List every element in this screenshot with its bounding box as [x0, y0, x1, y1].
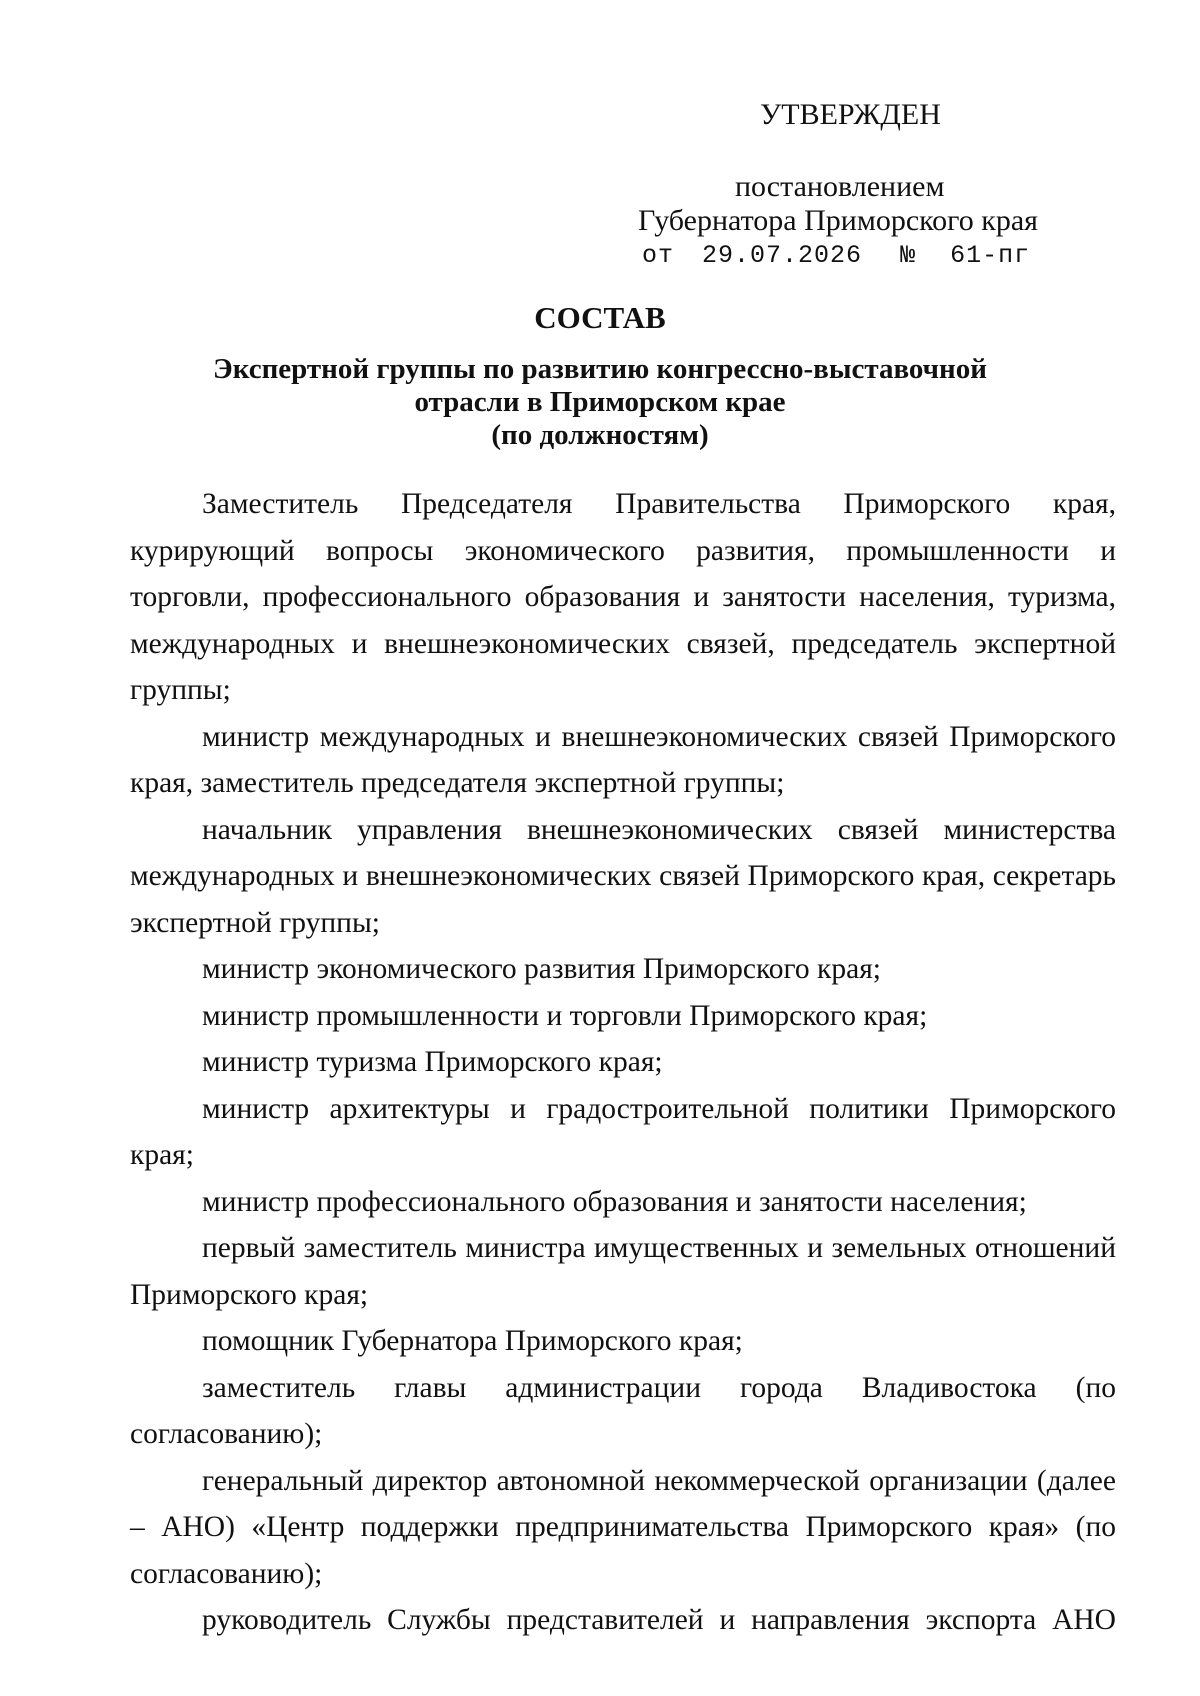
members-list	[130, 481, 1116, 1644]
date-prefix: от	[642, 241, 675, 270]
member-item: заместитель главы администрации города Владивостока (по согласованию);	[130, 1371, 1116, 1450]
subtitle-line-2: отрасли в Приморском крае	[414, 386, 786, 418]
member-item: министр экономического развития Приморского края;	[202, 953, 881, 985]
member-item: министр промышленности и торговли Приморского края;	[202, 999, 928, 1032]
member-item: Заместитель Председателя Правительства Приморского края, курирующий вопросы экономического развития, промышленности и торговли, профессионального образования и занятости населения, туризма, международных и внешнеэкономических связей, председатель экспертной группы;	[130, 488, 1116, 706]
member-item: министр туризма Приморского края;	[202, 1046, 663, 1078]
approval-issuer: Губернатора Приморского края	[638, 204, 1038, 237]
number-sign: №	[900, 241, 917, 270]
subtitle-line-1: Экспертной группы по развитию конгрессно-выставочной	[213, 353, 987, 385]
member-item: помощник Губернатора Приморского края;	[202, 1325, 743, 1357]
member-item: министр архитектуры и градостроительной политики Приморского края;	[130, 1092, 1116, 1171]
document-title: СОСТАВ	[534, 300, 666, 335]
subtitle-line-3: (по должностям)	[491, 419, 709, 451]
member-item: генеральный директор автономной некоммерческой организации (далее – АНО) «Центр поддержки предпринимательства Приморского края» (по согласованию);	[130, 1464, 1116, 1590]
member-item: министр международных и внешнеэкономических связей Приморского края, заместитель председателя экспертной группы;	[130, 720, 1116, 799]
member-item: первый заместитель министра имущественных и земельных отношений Приморского края;	[130, 1232, 1116, 1311]
approval-resolution: постановлением	[735, 170, 945, 203]
member-item: министр профессионального образования и занятости населения;	[202, 1185, 1027, 1218]
member-item: начальник управления внешнеэкономических связей министерства международных и внешнеэкономических связей Приморского края, секретарь экспертной группы;	[130, 813, 1116, 939]
approval-heading: УТВЕРЖДЕН	[760, 98, 941, 131]
approval-date: 29.07.2026	[702, 241, 863, 270]
approval-date-number	[642, 241, 1030, 270]
approval-number: 61-пг	[950, 241, 1031, 270]
member-item: руководитель Службы представителей и направления экспорта АНО	[202, 1604, 1116, 1636]
document-subtitle	[0, 353, 1200, 452]
